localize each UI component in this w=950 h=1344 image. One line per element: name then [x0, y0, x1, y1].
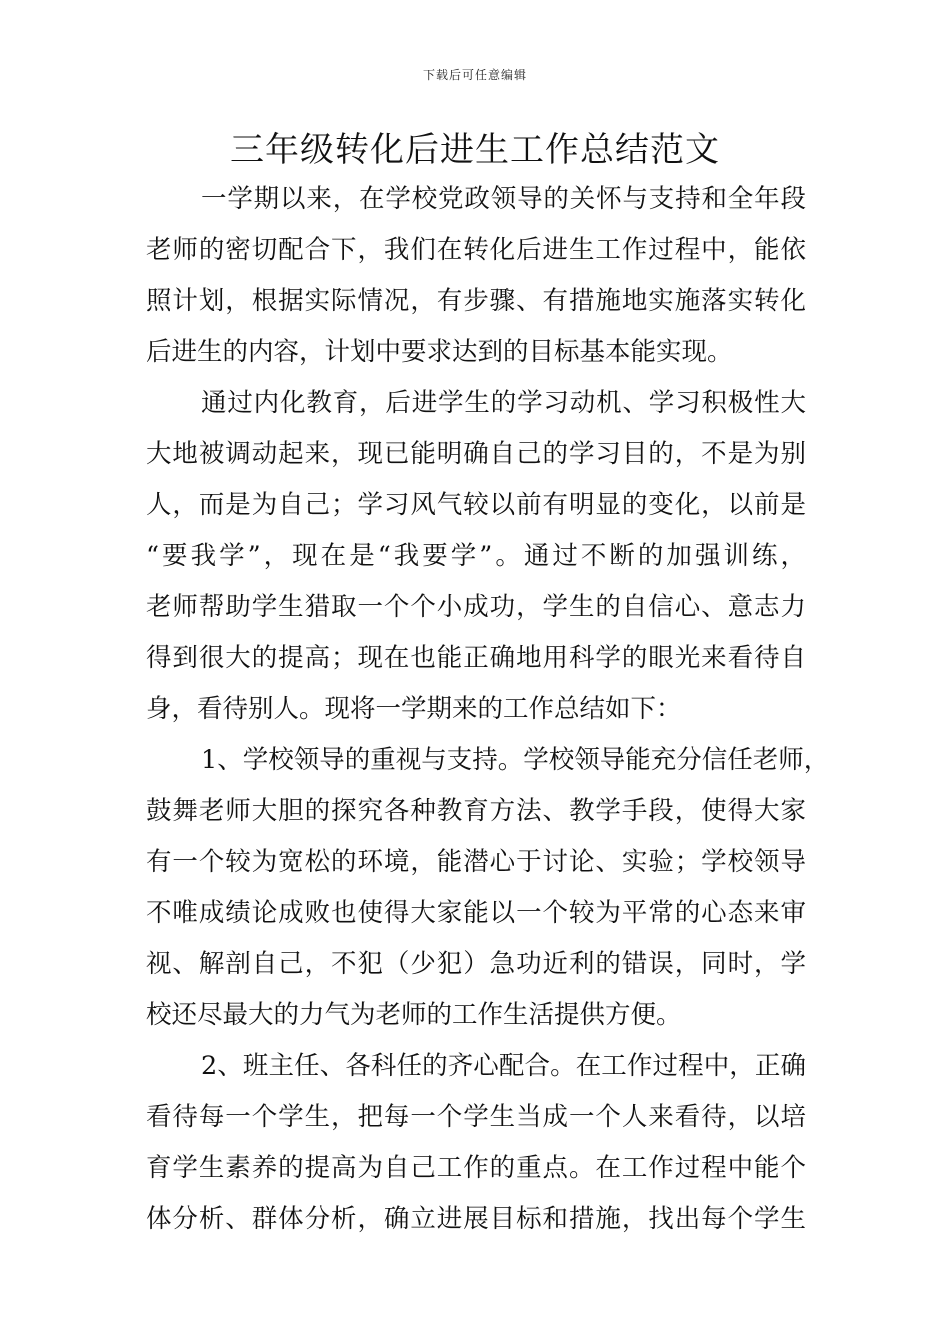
paragraph-line: 照计划，根据实际情况，有步骤、有措施地实施落实转化	[146, 286, 806, 316]
paragraph-line: 后进生的内容，计划中要求达到的目标基本能实现。	[146, 337, 733, 367]
paragraph-line: 一学期以来，在学校党政领导的关怀与支持和全年段	[201, 184, 806, 214]
document-title: 三年级转化后进生工作总结范文	[230, 130, 720, 170]
paragraph-line: 视、解剖自己，不犯（少犯）急功近利的错误，同时，学	[146, 949, 806, 979]
document-body	[146, 174, 830, 1245]
paragraph-line: 通过内化教育，后进学生的学习动机、学习积极性大	[201, 388, 806, 418]
paragraph-line: 得到很大的提高；现在也能正确地用科学的眼光来看待自	[146, 643, 806, 673]
paragraph-line: 看待每一个学生，把每一个学生当成一个人来看待，以培	[146, 1102, 806, 1132]
paragraph-3	[146, 735, 830, 1041]
paragraph-2	[146, 378, 806, 735]
paragraph-line: 老师帮助学生猎取一个个小成功，学生的自信心、意志力	[146, 592, 806, 622]
header-note: 下载后可任意编辑	[422, 68, 527, 82]
paragraph-line: 校还尽最大的力气为老师的工作生活提供方便。	[146, 1000, 682, 1030]
paragraph-line: 体分析、群体分析，确立进展目标和措施，找出每个学生	[146, 1204, 806, 1234]
paragraph-4	[146, 1041, 806, 1245]
paragraph-line: “要我学”，现在是“我要学”。通过不断的加强训练，	[146, 541, 806, 571]
paragraph-line: 有一个较为宽松的环境，能潜心于讨论、实验；学校领导	[146, 847, 806, 877]
paragraph-line: 老师的密切配合下，我们在转化后进生工作过程中，能依	[146, 235, 806, 265]
paragraph-line: 育学生素养的提高为自己工作的重点。在工作过程中能个	[146, 1153, 806, 1183]
paragraph-line: 不唯成绩论成败也使得大家能以一个较为平常的心态来审	[146, 898, 806, 928]
paragraph-line: 大地被调动起来，现已能明确自己的学习目的，不是为别	[146, 439, 806, 469]
paragraph-line: 人，而是为自己；学习风气较以前有明显的变化，以前是	[146, 490, 806, 520]
paragraph-line: 2、班主任、各科任的齐心配合。在工作过程中，正确	[201, 1051, 806, 1081]
paragraph-line: 1、学校领导的重视与支持。学校领导能充分信任老师，	[201, 745, 830, 775]
paragraph-1	[146, 174, 806, 378]
paragraph-line: 鼓舞老师大胆的探究各种教育方法、教学手段，使得大家	[146, 796, 806, 826]
paragraph-line: 身，看待别人。现将一学期来的工作总结如下：	[146, 694, 682, 724]
